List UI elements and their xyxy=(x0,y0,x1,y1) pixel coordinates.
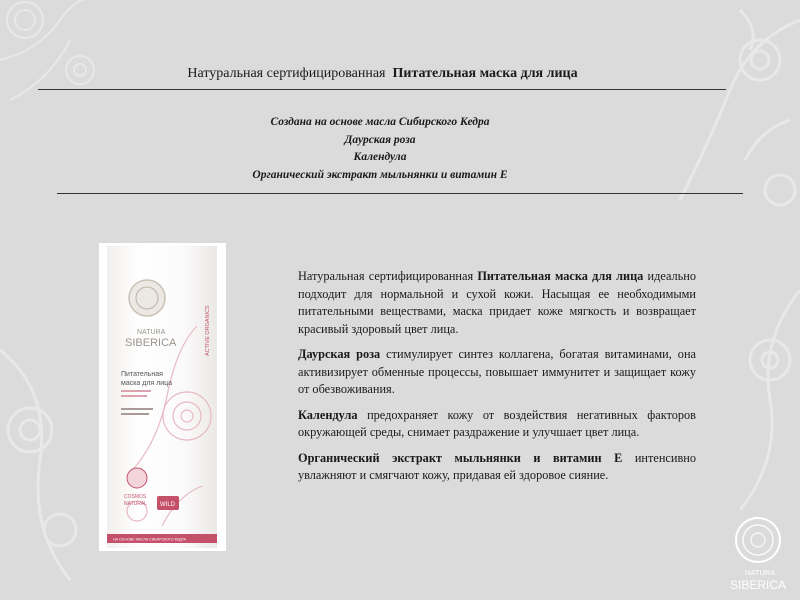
description-paragraph: Календула предохраняет кожу от воздействия негативных факторов окружающей среды, снимает раздражение и улучшает цвет лица. xyxy=(298,407,696,439)
title-product: Питательная маска для лица xyxy=(392,66,578,81)
brand-line2: SIBERICA xyxy=(125,337,177,349)
ingredients-list xyxy=(57,114,703,184)
title-prefix: Натуральная сертифицированная xyxy=(187,66,386,81)
floral-ornament-top-left xyxy=(0,0,130,130)
corner-logo-line1: NATURA xyxy=(745,568,776,577)
cosmos-line1: COSMOS xyxy=(124,494,147,500)
wild-label: WILD xyxy=(160,502,175,508)
floral-ornament-bottom-right xyxy=(700,280,800,520)
brand-line1: NATURA xyxy=(137,329,166,336)
ingredients-divider xyxy=(57,193,743,194)
cosmos-line2: NATURAL xyxy=(124,501,147,507)
cosmos-badge-icon xyxy=(127,468,147,488)
product-name-line2: маска для лица xyxy=(121,380,173,387)
description-paragraph: Даурская роза стимулирует синтез коллагена, богатая витаминами, она активизирует обменные процессы, повышает иммунитет и защищает кожу от обезвоживания. xyxy=(298,347,696,396)
ingredient-line: Календула xyxy=(353,151,407,163)
product-description xyxy=(298,268,696,493)
page-title xyxy=(40,66,725,86)
brand-seal-icon xyxy=(129,280,165,316)
corner-brand-logo xyxy=(728,515,788,595)
product-image xyxy=(99,243,226,551)
floral-ornament-bottom-left xyxy=(0,330,100,600)
product-artwork xyxy=(107,246,217,548)
title-divider xyxy=(38,89,726,90)
ingredient-line: Создана на основе масла Сибирского Кедра xyxy=(270,116,490,128)
side-text: ACTIVE ORGANICS xyxy=(205,305,211,356)
corner-logo-line2: SIBERICA xyxy=(730,578,787,592)
product-name-line1: Питательная xyxy=(121,371,163,378)
bottom-band-text: НА ОСНОВЕ МАСЛА СИБИРСКОГО КЕДРА xyxy=(113,537,187,542)
description-paragraph: Органический экстракт мыльнянки и витамин Е интенсивно увлажняют и смягчают кожу, придавая ей здоровое сияние. xyxy=(298,450,696,482)
ingredient-line: Органический экстракт мыльнянки и витамин Е xyxy=(252,168,508,181)
product-tube xyxy=(107,246,217,548)
description-paragraph: Натуральная сертифицированная Питательная маска для лица идеально подходит для нормальной и сухой кожи. Насыщая ее необходимыми питательными веществами, маска придает коже мягкость и возвращает красивый здоровый цвет лица. xyxy=(298,269,696,336)
ingredient-line: Даурская роза xyxy=(344,133,416,146)
